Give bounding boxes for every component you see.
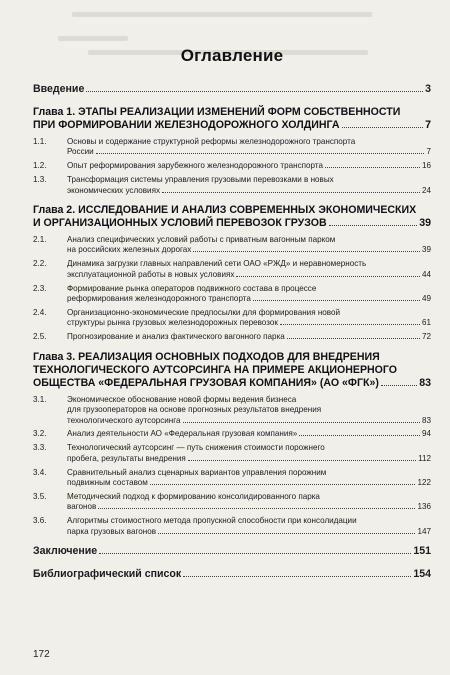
toc-entry-bibliography[interactable] [33, 568, 431, 581]
leader-dots [183, 422, 420, 423]
leader-dots [188, 460, 416, 461]
table-of-contents [33, 83, 431, 581]
chapter-2 [33, 204, 431, 343]
section-line: Прогнозирование и анализ фактического вагонного парка [67, 332, 285, 342]
section-entry[interactable] [33, 492, 431, 513]
section-line: реформирования железнодорожного транспорта [67, 294, 251, 304]
section-number: 3.5. [33, 491, 47, 501]
section-page: 147 [417, 526, 431, 536]
section-number: 3.2. [33, 429, 47, 439]
section-line: подвижным составом [67, 478, 148, 488]
section-line: парка грузовых вагонов [67, 526, 157, 536]
section-number: 2.1. [33, 235, 47, 245]
section-list [33, 395, 431, 537]
section-entry[interactable] [33, 175, 431, 196]
leader-dots [287, 338, 420, 339]
section-line: Экономическое обоснование новой формы ведения бизнеса [67, 394, 297, 404]
section-line: Динамика загрузки главных направлений сети ОАО «РЖД» и неравномерность [67, 259, 367, 269]
section-page: 7 [426, 147, 431, 157]
section-entry[interactable] [33, 332, 431, 342]
leader-dots [96, 153, 425, 154]
section-number: 2.4. [33, 307, 47, 317]
section-entry[interactable] [33, 137, 431, 158]
section-page: 94 [421, 429, 431, 439]
leader-dots [162, 192, 420, 193]
section-entry[interactable] [33, 395, 431, 426]
section-page: 16 [421, 161, 431, 171]
chapter-title-line: Глава 3. РЕАЛИЗАЦИЯ ОСНОВНЫХ ПОДХОДОВ ДЛЯ ВНЕДРЕНИЯ [33, 350, 380, 363]
section-number: 1.2. [33, 161, 47, 171]
page-number: 172 [33, 649, 50, 660]
chapter-title[interactable] [33, 106, 431, 132]
section-line: Методический подход к формированию консолидированного парка [67, 491, 320, 501]
chapter-page: 39 [419, 217, 431, 230]
leader-dots [381, 385, 417, 386]
chapter-page: 7 [425, 119, 431, 131]
leader-dots [253, 300, 420, 301]
section-line: технологического аутсорсинга [67, 415, 181, 425]
chapter-title-line: ПРИ ФОРМИРОВАНИИ ЖЕЛЕЗНОДОРОЖНОГО ХОЛДИНГА [33, 119, 340, 131]
toc-page [33, 46, 431, 591]
section-number: 3.1. [33, 394, 47, 404]
section-list [33, 137, 431, 196]
section-entry[interactable] [33, 235, 431, 256]
chapter-title[interactable] [33, 204, 431, 230]
section-number: 2.3. [33, 283, 47, 293]
leader-dots [150, 484, 416, 485]
section-number: 3.4. [33, 467, 47, 477]
section-number: 1.1. [33, 137, 47, 146]
toc-entry-label: Библиографический список [33, 568, 182, 581]
chapter-title-line: Глава 1. ЭТАПЫ РЕАЛИЗАЦИИ ИЗМЕНЕНИЙ ФОРМ СОБСТВЕННОСТИ [33, 106, 401, 118]
section-page: 112 [418, 453, 431, 463]
section-line: Трансформация системы управления грузовыми перевозками в новых [67, 175, 334, 185]
section-line: эксплуатационной работы в новых условиях [67, 269, 235, 279]
section-entry[interactable] [33, 161, 431, 171]
section-entry[interactable] [33, 443, 431, 464]
section-page: 122 [417, 478, 431, 488]
section-number: 1.3. [33, 175, 47, 185]
chapter-1 [33, 106, 431, 196]
section-page: 49 [421, 294, 431, 304]
section-page: 39 [421, 245, 431, 255]
section-line: Сравнительный анализ сценарных вариантов управления порожним [67, 467, 327, 477]
section-entry[interactable] [33, 429, 431, 439]
toc-entry-intro[interactable] [33, 83, 431, 96]
section-page: 44 [421, 269, 431, 279]
toc-entry-conclusion[interactable] [33, 545, 431, 558]
leader-dots [280, 324, 420, 325]
section-line: Анализ специфических условий работы с приватным вагонным парком [67, 235, 336, 245]
toc-entry-page: 3 [425, 83, 431, 95]
leader-dots [329, 225, 418, 226]
chapter-title-line: ОБЩЕСТВА «ФЕДЕРАЛЬНАЯ ГРУЗОВАЯ КОМПАНИЯ» (АО «ФГК») [33, 376, 379, 389]
section-line: пробега, результаты внедрения [67, 453, 186, 463]
leader-dots [98, 508, 415, 509]
section-line: для грузооператоров на основе прогнозных результатов внедрения [67, 405, 322, 415]
section-line: Опыт реформирования зарубежного железнодорожного транспорта [67, 161, 323, 171]
section-line: структуры рынка грузовых железнодорожных перевозок [67, 318, 278, 328]
section-number: 3.3. [33, 443, 47, 453]
section-line: Формирование рынка операторов подвижного состава в процессе [67, 283, 317, 293]
section-page: 136 [417, 502, 431, 512]
chapter-title[interactable] [33, 351, 431, 390]
chapter-title-line: И ОРГАНИЗАЦИОННЫХ УСЛОВИЙ ПЕРЕВОЗОК ГРУЗОВ [33, 217, 327, 230]
section-page: 72 [421, 332, 431, 342]
section-number: 2.5. [33, 332, 47, 342]
leader-dots [299, 435, 420, 436]
section-line: вагонов [67, 502, 97, 512]
leader-dots [236, 276, 420, 277]
leader-dots [158, 533, 415, 534]
section-line: Основы и содержание структурной реформы железнодорожного транспорта [67, 137, 356, 146]
leader-dots [86, 91, 423, 92]
toc-entry-label: Заключение [33, 545, 98, 558]
toc-entry-label: Введение [33, 83, 85, 95]
section-entry[interactable] [33, 468, 431, 489]
section-line: Алгоритмы стоимостного метода пропускной способности при консолидации [67, 516, 357, 526]
section-entry[interactable] [33, 259, 431, 280]
section-line: Организационно-экономические предпосылки для формирования новой [67, 307, 341, 317]
toc-entry-page: 151 [413, 545, 431, 558]
toc-entry-page: 154 [413, 568, 431, 581]
section-line: России [67, 147, 94, 157]
section-number: 2.2. [33, 259, 47, 269]
section-page: 24 [421, 185, 431, 195]
page-title: Оглавление [180, 46, 284, 65]
section-entry[interactable] [33, 308, 431, 329]
section-page: 83 [421, 415, 431, 425]
section-entry[interactable] [33, 516, 431, 537]
leader-dots [342, 127, 424, 128]
section-number: 3.6. [33, 516, 47, 526]
leader-dots [325, 167, 420, 168]
chapter-page: 83 [419, 376, 431, 389]
section-entry[interactable] [33, 284, 431, 305]
section-page: 61 [421, 318, 431, 328]
chapter-title-line: ТЕХНОЛОГИЧЕСКОГО АУТСОРСИНГА НА ПРИМЕРЕ АКЦИОНЕРНОГО [33, 363, 398, 376]
section-line: на российских железных дорогах [67, 245, 192, 255]
section-list [33, 235, 431, 343]
leader-dots [183, 576, 411, 577]
section-line: Анализ деятельности АО «Федеральная грузовая компания» [67, 429, 298, 439]
leader-dots [193, 251, 420, 252]
leader-dots [99, 553, 411, 554]
chapter-title-line: Глава 2. ИССЛЕДОВАНИЕ И АНАЛИЗ СОВРЕМЕННЫХ ЭКОНОМИЧЕСКИХ [33, 204, 417, 217]
section-line: Технологический аутсорсинг — путь снижения стоимости порожнего [67, 443, 325, 453]
section-line: экономических условиях [67, 185, 161, 195]
chapter-3 [33, 351, 431, 537]
